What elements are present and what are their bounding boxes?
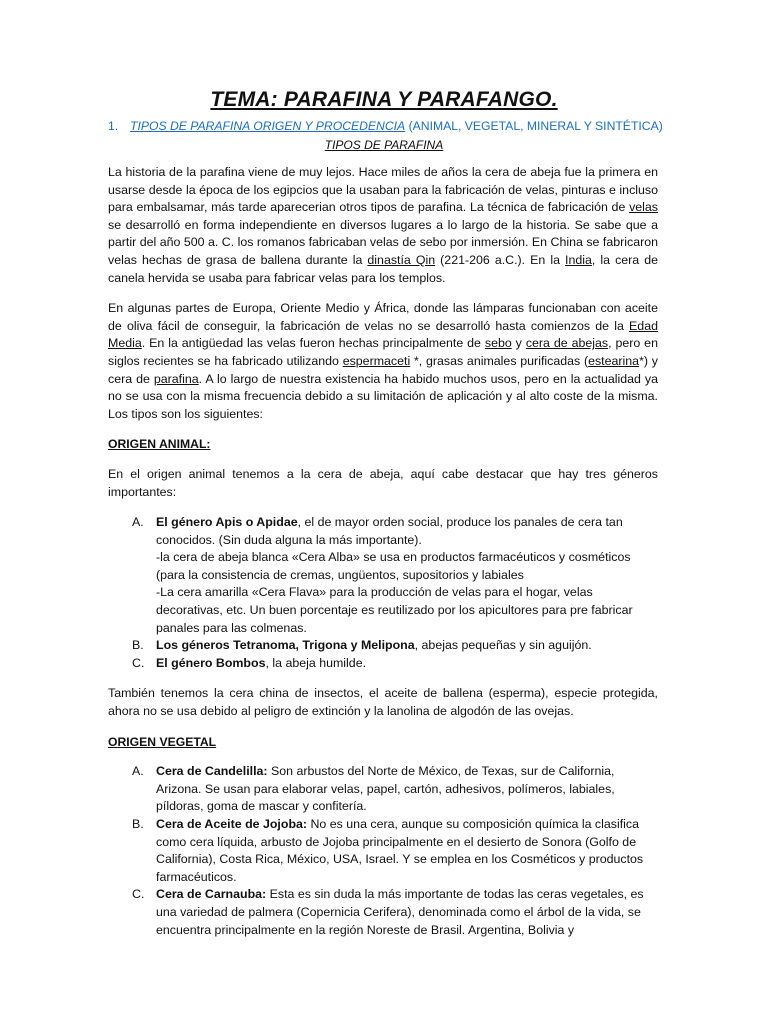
item-bold: Cera de Carnauba: (156, 887, 267, 902)
list-item (108, 655, 658, 673)
item-text: , el de mayor orden social, produce los panales de cera tan conocidos. (Sin duda alguna la más importante). (156, 515, 623, 547)
heading-origen-vegetal: ORIGEN VEGETAL (108, 734, 217, 749)
page-title: TEMA: PARAFINA Y PARAFANGO. (210, 88, 558, 111)
link-velas[interactable]: velas (629, 200, 658, 215)
link-cera-de-abejas[interactable]: cera de abejas (525, 336, 609, 351)
link-sebo[interactable]: sebo (484, 336, 512, 351)
link-dinastia-qin[interactable]: dinastía Qin (367, 252, 436, 267)
item-bold: Cera de Candelilla: (156, 764, 268, 779)
list-item (108, 886, 658, 939)
item-bold: El género Apis o Apidae (156, 515, 298, 530)
list-animal (108, 514, 658, 672)
item-bold: Cera de Aceite de Jojoba: (156, 817, 308, 831)
list-marker: A. (132, 764, 144, 779)
item-bold: El género Bombos (156, 655, 266, 670)
item-text: No es una cera, aunque su composición química la clasifica como cera líquida, arbusto de Jojoba principalmente en el desierto de Sonora (Golfo de California), Costa Rica, México, USA, Israel. Y se emplea en los Cosméticos y productos farmacéuticos. (156, 817, 644, 884)
link-estearina[interactable]: estearina (588, 353, 640, 368)
text-run: *, grasas animales purificadas ( (410, 353, 589, 368)
heading-origen-animal: ORIGEN ANIMAL: (108, 437, 211, 452)
text-run: En algunas partes de Europa, Oriente Medio y África, donde las lámparas funcionaban con aceite de oliva fácil de conseguir, la fabricación de velas no se desarrolló hasta comienzos de la (108, 301, 658, 333)
item-extra: -La cera amarilla «Cera Flava» para la producción de velas para el hogar, velas decorativas, etc. Un buen porcentaje es reutilizado por los apicultores para pre fabricar panales para las colmenas. (156, 585, 633, 635)
list-marker: C. (132, 887, 145, 902)
link-india[interactable]: India (565, 252, 592, 267)
paragraph-europe (108, 300, 658, 423)
paragraph-animal-intro: En el origen animal tenemos a la cera de abeja, aquí cabe destacar que hay tres géneros importantes: (108, 466, 658, 499)
list-item (108, 816, 658, 886)
list-marker: A. (132, 515, 144, 530)
text-run: , pero en siglos recientes se ha fabricado utilizando (108, 336, 658, 368)
text-run: (221-206 a.C.). En la (435, 252, 566, 267)
item-text: Son arbustos del Norte de México, de Texas, sur de California, Arizona. Se usan para elaborar velas, papel, cartón, adhesivos, polímeros, labiales, píldoras, goma de mascar y confitería. (156, 764, 615, 814)
link-parafina[interactable]: parafina (153, 371, 199, 386)
list-vegetal (108, 763, 658, 939)
subtitle: TIPOS DE PARAFINA (324, 138, 444, 152)
list-marker: C. (132, 655, 145, 670)
paragraph-animal-outro: También tenemos la cera china de insectos, el aceite de ballena (esperma), especie protegida, ahora no se usa debido al peligro de extinción y la lanolina de algodón de las ovejas. (108, 686, 658, 719)
link-espermaceti[interactable]: espermaceti (342, 353, 411, 368)
item-text: Esta es sin duda la más importante de todas las ceras vegetales, es una variedad de palmera (Copernicia Cerifera), denominada como el árbol de la vida, se encuentra principalmente en la región Noreste de Brasil. Argentina, Bolivia y (156, 887, 644, 937)
text-run: y (511, 336, 526, 351)
document-body (108, 164, 658, 952)
item-text: , la abeja humilde. (265, 655, 367, 670)
text-run: se desarrolló en forma independiente en diversos lugares a lo largo de la historia. Se sabe que a partir del año 500 a. C. los romanos fabricaban velas de sebo por inmersión. En China se fabricaron velas hechas de grasa de ballena durante la (108, 217, 658, 267)
text-run: , la cera de canela hervida se usaba para fabricar velas para los templos. (108, 252, 659, 285)
section-number: 1. (108, 119, 119, 133)
item-extra: -la cera de abeja blanca «Cera Alba» se usa en productos farmacéuticos y cosméticos (para la consistencia de cremas, ungüentos, supositorios y labiales (156, 550, 631, 582)
section-link[interactable]: TIPOS DE PARAFINA ORIGEN Y PROCEDENCIA (130, 119, 406, 133)
item-text: , abejas pequeñas y sin aguijón. (414, 638, 592, 653)
list-marker: B. (132, 817, 144, 831)
item-bold: Los géneros Tetranoma, Trigona y Melipona (156, 638, 415, 653)
text-run: *) y cera de (108, 353, 658, 386)
list-item (108, 763, 658, 816)
list-marker: B. (132, 638, 144, 653)
text-run: . En la antigüedad las velas fueron hechas principalmente de (141, 336, 485, 351)
list-item (108, 637, 658, 655)
paragraph-history (108, 164, 658, 287)
link-edad-media[interactable]: Edad Media (108, 318, 658, 351)
section-heading-rest: (ANIMAL, VEGETAL, MINERAL Y SINTÉTICA) (405, 119, 663, 133)
text-run: La historia de la parafina viene de muy lejos. Hace miles de años la cera de abeja fue la primera en usarse desde la época de los egipcios que la usaban para la fabricación de velas, pinturas e incluso para embalsamar, más tarde aparecerian otros tipos de parafina. La técnica de fabricación de (108, 165, 658, 215)
list-item (108, 514, 658, 637)
text-run: . A lo largo de nuestra existencia ha habido muchos usos, pero en la actualidad ya no se usa con la misma frecuencia debido a su limitación de aplicación y al alto coste de la misma. Los tipos son los siguientes: (108, 371, 658, 421)
section-heading (108, 119, 668, 133)
